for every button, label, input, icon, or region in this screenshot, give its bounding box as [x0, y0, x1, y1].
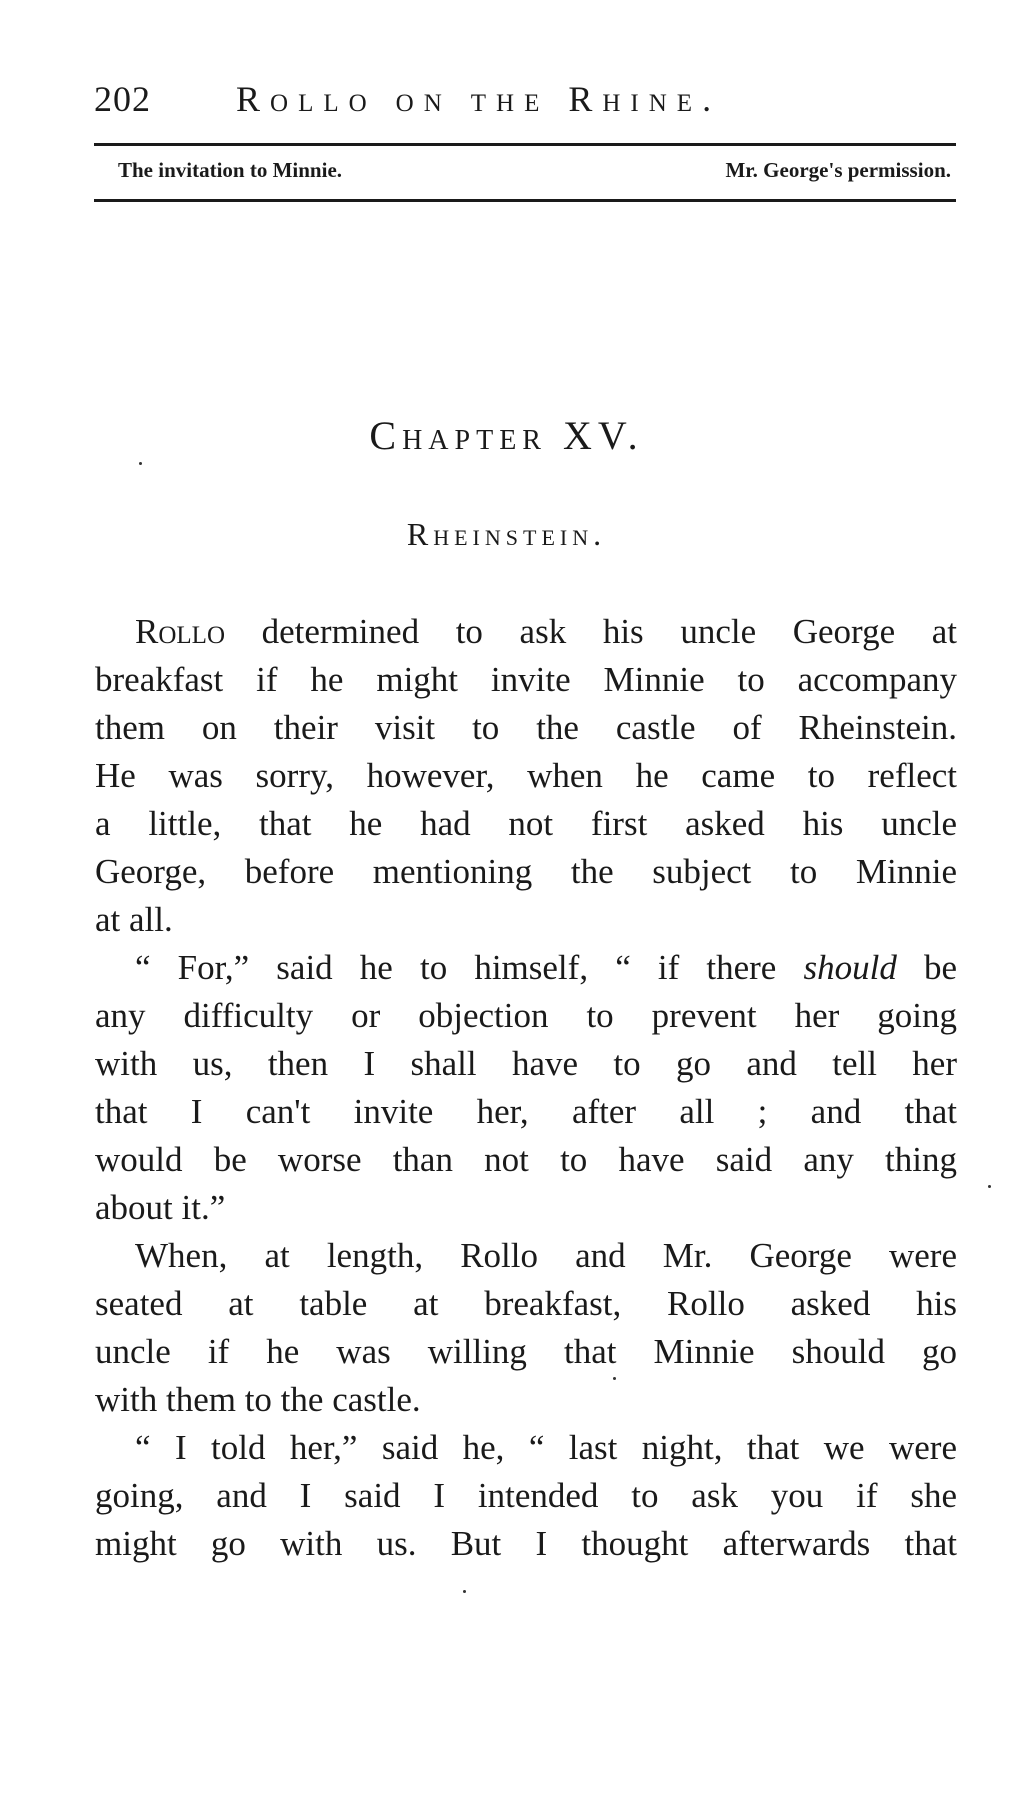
paragraph-2-line-6: about it.”	[95, 1188, 226, 1227]
paragraph-2-line-2: any difficulty or objection to prevent her going	[95, 996, 957, 1035]
lead-word: Rollo	[135, 612, 225, 651]
paragraph-1-line-5: a little, that he had not first asked his uncle	[95, 804, 957, 843]
book-title: Rollo on the Rhine.	[236, 79, 722, 119]
print-speck	[988, 1185, 991, 1188]
paragraph-1-line-1-rest: determined to ask his uncle George at	[225, 612, 957, 651]
paragraph-3-line-3: uncle if he was willing that Minnie should go	[95, 1332, 957, 1371]
paragraph-1-line-7: at all.	[95, 900, 173, 939]
paragraph-1-line-6: George, before mentioning the subject to Minnie	[95, 852, 957, 891]
subhead-right: Mr. George's permission.	[725, 158, 951, 182]
paragraph-2-line-4: that I can't invite her, after all ; and that	[95, 1092, 957, 1131]
paragraph-1-line-3: them on their visit to the castle of Rheinstein.	[95, 708, 957, 747]
paragraph-1-line-1	[95, 608, 957, 656]
chapter-title: Rheinstein.	[406, 516, 607, 552]
page-number: 202	[94, 79, 151, 119]
paragraph-2-line-3: with us, then I shall have to go and tell her	[95, 1044, 957, 1083]
paragraph-2-line-5: would be worse than not to have said any thing	[95, 1140, 957, 1179]
paragraph-1-line-2: breakfast if he might invite Minnie to accompany	[95, 660, 957, 699]
paragraph-4-line-2: going, and I said I intended to ask you if she	[95, 1476, 957, 1515]
paragraph-3-line-2: seated at table at breakfast, Rollo asked his	[95, 1284, 957, 1323]
paragraph-4-line-1: “ I told her,” said he, “ last night, that we were	[135, 1428, 957, 1467]
running-head	[94, 78, 954, 128]
chapter-heading: Chapter XV.	[369, 413, 644, 458]
print-speck	[139, 462, 142, 465]
paragraph-1-line-4: He was sorry, however, when he came to reflect	[95, 756, 957, 795]
header-rule-bottom	[94, 199, 956, 202]
header-rule-top	[94, 143, 956, 146]
paragraph-2-line-1	[95, 944, 957, 992]
paragraph-3-line-4: with them to the castle.	[95, 1380, 421, 1419]
paragraph-2-line-1-before: “ For,” said he to himself, “ if there	[135, 948, 804, 987]
paragraph-3-line-1: When, at length, Rollo and Mr. George were	[135, 1236, 957, 1275]
paragraph-2-line-1-after: be	[896, 948, 957, 987]
body-text	[95, 608, 957, 1568]
paragraph-4-line-3: might go with us. But I thought afterwards that	[95, 1524, 957, 1563]
print-speck	[463, 1590, 466, 1593]
print-speck	[613, 1377, 616, 1380]
subhead-left: The invitation to Minnie.	[118, 158, 343, 182]
emphasis-should: should	[803, 948, 897, 987]
